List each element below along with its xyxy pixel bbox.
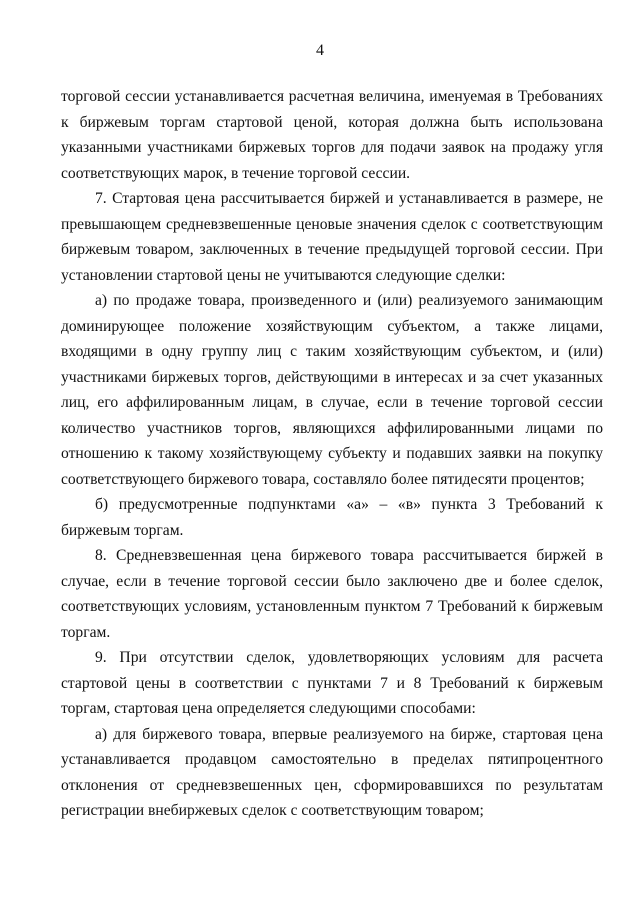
paragraph-item-8: 8. Средневзвешенная цена биржевого товара рассчитывается биржей в случае, если в течение торговой сессии было заключено две и более сделок, соответствующих условиям, установленным пунктом 7 Требований к биржевым торгам. bbox=[61, 547, 603, 641]
paragraph-continuation: торговой сессии устанавливается расчетная величина, именуемая в Требованиях к биржевым торгам стартовой ценой, которая должна быть использована указанными участниками биржевых торгов для подачи заявок на продажу угля соответствующих марок, в течение торговой сессии. bbox=[61, 88, 603, 182]
document-body bbox=[61, 84, 603, 824]
page-number: 4 bbox=[316, 42, 324, 59]
paragraph-item-9a: а) для биржевого товара, впервые реализуемого на бирже, стартовая цена устанавливается продавцом самостоятельно в пределах пятипроцентного отклонения от средневзвешенных цен, сформировавшихся по результатам регистрации внебиржевых сделок с соответствующим товаром; bbox=[61, 725, 603, 819]
paragraph-item-7b: б) предусмотренные подпунктами «а» – «в» пункта 3 Требований к биржевым торгам. bbox=[61, 496, 603, 539]
paragraph-item-9: 9. При отсутствии сделок, удовлетворяющих условиям для расчета стартовой цены в соответствии с пунктами 7 и 8 Требований к биржевым торгам, стартовая цена определяется следующими способами: bbox=[61, 649, 603, 717]
paragraph-item-7a: а) по продаже товара, произведенного и (или) реализуемого занимающим доминирующее положение хозяйствующим субъектом, а также лицами, входящими в одну группу лиц с таким хозяйствующим субъектом, и (или) участниками биржевых торгов, действующими в интересах и за счет указанных лиц, его аффилированным лицам, в случае, если в течение торговой сессии количество участников торгов, являющихся аффилированными лицами по отношению к такому хозяйствующему субъекту и подавших заявки на покупку соответствующего биржевого товара, составляло более пятидесяти процентов; bbox=[61, 292, 603, 488]
paragraph-item-7: 7. Стартовая цена рассчитывается биржей и устанавливается в размере, не превышающем средневзвешенные ценовые значения сделок с соответствующим биржевым товаром, заключенных в течение предыдущей торговой сессии. При установлении стартовой цены не учитываются следующие сделки: bbox=[61, 190, 603, 284]
